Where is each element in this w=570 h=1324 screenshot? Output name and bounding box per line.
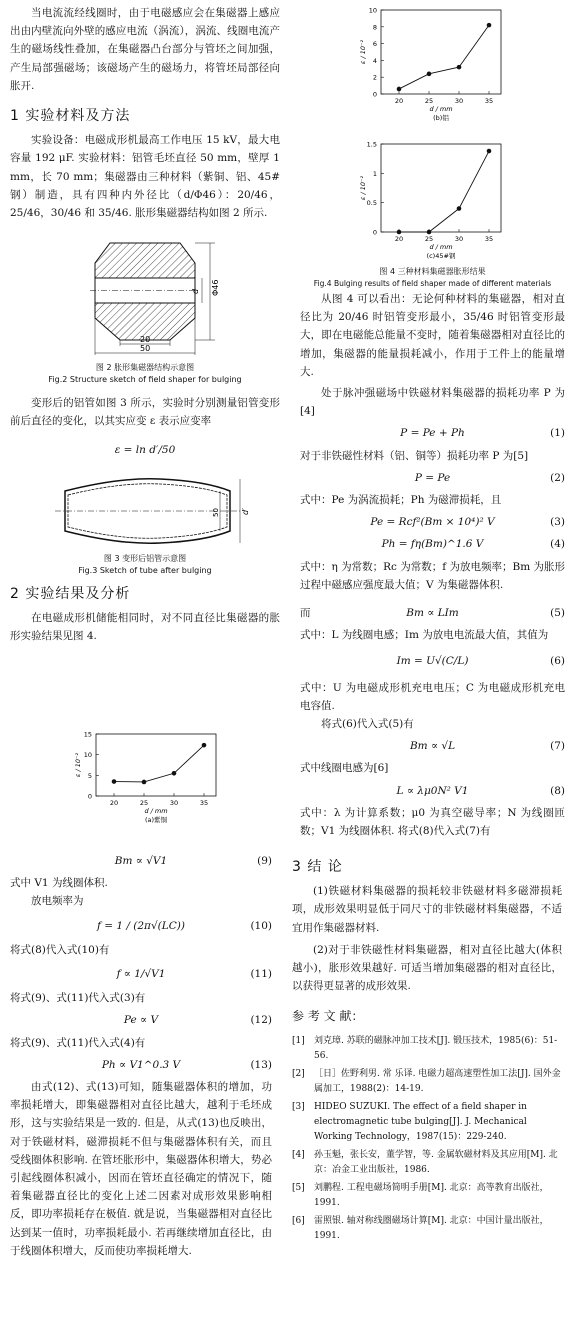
equation-2-text: P = Pe — [414, 471, 451, 484]
equation-7 — [300, 737, 565, 755]
y-axis-label: ε / 10⁻² — [359, 39, 367, 65]
x-tick-label: 25 — [139, 799, 149, 807]
equation-8-number: (8) — [550, 784, 565, 797]
equation-2 — [300, 469, 565, 487]
fig3-caption-en: Fig.3 Sketch of tube after bulging — [78, 565, 212, 575]
y-tick-label: 6 — [372, 40, 377, 49]
dim-50: 50 — [140, 344, 151, 354]
data-point — [202, 743, 207, 748]
y-tick-label: 10 — [368, 6, 377, 15]
chart-subtitle: (a)紫铜 — [144, 816, 168, 824]
paragraph-symbols-3: 式中：U 为电磁成形机充电电压；C 为电磁成形机充电电容值. — [300, 681, 565, 712]
paragraph-inductance: 式中线圈电感为[6] — [300, 762, 389, 775]
equation-12 — [10, 1011, 272, 1029]
equation-3-text: Pe = Rcf²(Bm × 10⁴)² V — [370, 516, 495, 529]
y-tick-label: 5 — [87, 771, 92, 780]
plot-frame — [381, 10, 501, 94]
x-axis-label: d / mm — [429, 105, 453, 113]
chart-b-aluminum — [335, 4, 515, 124]
paragraph-symbols-1: 式中：η 为常数；Rc 为常数；f 为放电频率；Bm 为胀形过程中磁感应强度最大值；V 为集磁器体积. — [300, 560, 565, 591]
tube-sketch — [10, 469, 280, 553]
references-title: 参 考 文 献： — [292, 1009, 364, 1024]
data-point — [397, 87, 402, 92]
data-point — [457, 65, 462, 70]
equation-6-text: Im = U√(C/L) — [396, 655, 469, 668]
figure-3 — [10, 469, 280, 553]
y-tick-label: 15 — [83, 730, 92, 739]
y-tick-label: 0 — [372, 90, 377, 99]
equation-13-number: (13) — [250, 1058, 272, 1071]
right-column — [300, 266, 565, 840]
equation-4-number: (4) — [550, 538, 565, 551]
y-tick-label: 4 — [372, 56, 377, 65]
reference-number: [2] — [292, 1068, 305, 1079]
dim-d-prime: d′ — [241, 507, 250, 515]
conclusion-2: (2)对于非铁磁性材料集磁器，相对直径比越大(体积越小)，胀形效果越好. 可适当增加集磁器的相对直径比，以获得更显著的成形效果. — [292, 943, 562, 993]
equation-11 — [10, 965, 272, 983]
fig2-caption-en: Fig.2 Structure sketch of field shaper for bulging — [48, 375, 242, 385]
equation-5-number: (5) — [550, 607, 565, 620]
equation-1-text: P = Pe + Ph — [400, 427, 465, 440]
dim-phi46: Φ46 — [211, 279, 220, 297]
y-tick-label: 10 — [83, 751, 92, 760]
equation-6 — [300, 652, 565, 670]
equation-4-text: Ph = fη(Bm)^1.6 V — [381, 538, 484, 551]
equation-2-number: (2) — [550, 471, 565, 484]
equation-4 — [300, 535, 565, 553]
x-tick-label: 20 — [394, 97, 404, 105]
equation-9 — [10, 852, 272, 870]
equation-13 — [10, 1056, 272, 1074]
data-point — [487, 149, 492, 154]
reference-item — [292, 1100, 562, 1145]
reference-number: [3] — [292, 1101, 305, 1112]
paragraph-discussion: 由式(12)、式(13)可知，随集磁器体积的增加，功率损耗增大，即集磁器相对直径比越大，越利于毛坯成形，这与实验结果是一致的. 但是，从式(13)也反映出，对于铁磁材料，磁滞损耗不但与集磁器体积有关，而且受线圈体积影响. 在管坯胀形中，集磁器体积增大，势必引起线圈体积减小，因而在管坯直径确定的情况下，随着集磁器直径比的变化上述二因素对成形效果影响相反，即功率损耗存在极值. 就是说，当集磁器相对直径比达到某一值时，功率损耗最小. 若再继续增加直径比，由于线圈体积增大，反而使功率损耗增大. — [10, 1081, 272, 1257]
equation-3 — [300, 513, 565, 531]
reference-list — [292, 1034, 562, 1244]
paragraph-substitute-to-3: 将式(9)、式(11)代入式(3)有 — [10, 992, 146, 1005]
bottom-right-column — [292, 852, 562, 1247]
chart-c-steel — [335, 138, 515, 262]
y-tick-label: 8 — [372, 23, 377, 32]
paragraph-substitute-6-5: 将式(6)代入式(5)有 — [321, 718, 414, 731]
y-axis-label: ε / 10⁻² — [359, 175, 367, 201]
y-tick-label: 1 — [372, 169, 377, 178]
equation-7-text: Bm ∝ √L — [409, 740, 456, 753]
equation-9-text: Bm ∝ √V1 — [114, 855, 168, 867]
reference-number: [6] — [292, 1215, 305, 1226]
equation-3-number: (3) — [550, 516, 565, 529]
paragraph-eddy: 式中：Pe 为涡流损耗；Ph 为磁滞损耗，且 — [300, 494, 502, 507]
conclusion-1: (1)铁磁材料集磁器的损耗较非铁磁材料多磁滞损耗项，成形效果明显低于同尺寸的非铁磁材料集磁器，不适宜用作集磁器材料. — [292, 885, 562, 934]
x-tick-label: 30 — [454, 97, 464, 105]
data-point — [457, 206, 462, 211]
fig4-caption-en: Fig.4 Bulging results of field shaper made of different materials — [313, 279, 552, 288]
x-tick-label: 35 — [199, 799, 209, 807]
reference-text: 刘鹏程. 工程电磁场简明手册[M]. 北京：高等教育出版社，1991. — [314, 1182, 549, 1208]
dim-d: d — [191, 289, 200, 295]
figure-2 — [10, 228, 280, 362]
paragraph-fig4-analysis: 从图 4 可以看出：无论何种材料的集磁器，相对直径比为 20/46 时铝管变形最小，35/46 时铝管变形最大，即在电磁能总能量不变时，随着集磁器相对直径比的增加，集磁器的能量损耗减小，作用于工件上的能量增大. — [300, 293, 565, 378]
paragraph-strain: 变形后的铝管如图 3 所示，实验时分别测量铝管变形前后直径的变化，以其实应变 ε 表示应变率 — [10, 397, 280, 428]
section-1-heading: 1 实验材料及方法 — [10, 108, 131, 125]
fig4-caption-cn: 图 4 三种材料集磁器胀形结果 — [379, 267, 486, 276]
reference-item — [292, 1034, 562, 1064]
equation-6-number: (6) — [550, 655, 565, 668]
x-tick-label: 25 — [424, 97, 434, 105]
series-line — [114, 745, 204, 782]
x-tick-label: 25 — [424, 235, 434, 243]
reference-item — [292, 1148, 562, 1178]
paragraph-coil-volume: 式中 V1 为线圈体积. — [10, 877, 108, 890]
x-axis-label: d / mm — [429, 243, 453, 251]
equation-8 — [300, 782, 565, 800]
reference-text: 雷照银. 轴对称线圈磁场计算[M]. 北京：中国计量出版社，1991. — [314, 1215, 549, 1241]
y-tick-label: 0 — [87, 792, 92, 801]
paragraph-substitute-8-10: 将式(8)代入式(10)有 — [10, 943, 110, 956]
data-point — [397, 230, 402, 235]
field-shaper-sketch — [10, 228, 280, 358]
chart-a-copper — [60, 728, 230, 826]
bottom-left-column — [10, 848, 272, 1260]
reference-text: ［日］佐野利男. 常 乐译. 电磁力超高速塑性加工法[J]. 国外金属加工，1988(2)：14-19. — [314, 1068, 561, 1094]
y-tick-label: 0 — [372, 228, 377, 237]
strain-equation-text: ε = ln d′/50 — [114, 443, 176, 456]
x-tick-label: 35 — [484, 235, 494, 243]
paragraph-substitute-to-4: 将式(9)、式(11)代入式(4)有 — [10, 1036, 146, 1049]
x-tick-label: 20 — [394, 235, 404, 243]
reference-item — [292, 1067, 562, 1097]
reference-text: HIDEO SUZUKI. The effect of a field shaper in electromagnetic tube bulging[J]. J. Mechanical Working Technology，1987(15)：229-240. — [314, 1101, 527, 1142]
chart-subtitle: (b)铝 — [433, 114, 449, 122]
reference-text: 孙玉魁，张长安，董学智，等. 金属软磁材料及其应用[M]. 北京：冶金工业出版社，1986. — [314, 1149, 558, 1175]
paragraph-results-intro: 在电磁成形机储能相同时，对不同直径比集磁器的胀形实验结果见图 4. — [10, 611, 280, 643]
paragraph-materials: 实验设备：电磁成形机最高工作电压 15 kV，最大电容量 192 μF. 实验材料：铝管毛坯直径 50 mm，壁厚 1 mm，长 70 mm；集磁器由三种材料（紫铜、铝、45# 钢）制造，具有四种内外径比（d/Φ46）：20/46，25/46，30/46 和 35/46. 胀形集磁器结构如图 2 所示. — [10, 134, 280, 220]
plot-frame — [381, 144, 501, 232]
paragraph-symbols-4: 式中：λ 为计算系数；μ0 为真空磁导率；N 为线圈匝数；V1 为线圈体积. 将式(8)代入式(7)有 — [300, 806, 565, 838]
paragraph-nonferro: 对于非铁磁性材料（铝、铜等）损耗功率 P 为[5] — [300, 449, 529, 462]
dim-20: 20 — [140, 335, 151, 345]
data-point — [172, 771, 177, 776]
x-tick-label: 30 — [169, 799, 179, 807]
y-axis-label: ε / 10⁻² — [74, 752, 82, 778]
equation-1-number: (1) — [550, 427, 565, 440]
x-tick-label: 30 — [454, 235, 464, 243]
data-point — [112, 779, 117, 784]
equation-7-number: (7) — [550, 740, 565, 753]
equation-8-text: L ∝ λμ0N² V1 — [396, 784, 469, 797]
chart-subtitle: (c)45#钢 — [426, 252, 456, 260]
equation-10 — [10, 917, 272, 935]
shaper-top-section — [95, 243, 195, 278]
section-2-heading: 2 实验结果及分析 — [10, 585, 131, 602]
equation-10-text: f = 1 / (2π√(LC)) — [97, 919, 185, 932]
series-line — [399, 25, 489, 89]
x-tick-label: 35 — [484, 97, 494, 105]
equation-11-number: (11) — [250, 968, 272, 981]
equation-12-text: Pe ∝ V — [123, 1014, 159, 1027]
strain-equation — [10, 435, 280, 465]
plot-frame — [96, 734, 216, 796]
y-tick-label: 0.5 — [366, 199, 377, 208]
fig3-caption-cn: 图 3 变形后铝管示意图 — [103, 553, 187, 563]
equation-10-number: (10) — [250, 919, 272, 932]
section-3-heading: 3 结 论 — [292, 859, 343, 875]
y-tick-label: 1.5 — [366, 140, 377, 149]
reference-number: [1] — [292, 1035, 305, 1046]
series-line — [399, 151, 489, 232]
data-point — [427, 72, 432, 77]
reference-item — [292, 1181, 562, 1211]
reference-number: [4] — [292, 1149, 305, 1160]
reference-number: [5] — [292, 1182, 305, 1193]
dim-50-tube: 50 — [212, 507, 220, 517]
y-tick-label: 2 — [372, 73, 377, 82]
equation-1 — [300, 424, 565, 442]
data-point — [427, 230, 432, 235]
reference-text: 刘克璋. 苏联的磁脉冲加工技术[J]. 锻压技术，1985(6)：51-56. — [314, 1035, 558, 1061]
x-axis-label: d / mm — [144, 807, 168, 815]
intro-paragraph: 当电流流经线圈时，由于电磁感应会在集磁器上感应出由内壁流向外壁的感应电流（涡流），涡流、线圈电流产生的磁场线性叠加，在集磁器凸台部分与管坯之间加强，产生局部强磁场；该磁场产生的磁场力，将管坯局部径向胀开. — [10, 7, 280, 92]
reference-item — [292, 1214, 562, 1244]
fig2-caption-cn: 图 2 胀形集磁器结构示意图 — [95, 363, 195, 373]
data-point — [487, 23, 492, 28]
data-point — [142, 780, 147, 785]
equation-11-text: f ∝ 1/√V1 — [116, 968, 166, 981]
equation-13-text: Ph ∝ V1^0.3 V — [101, 1058, 181, 1071]
equation-5-prefix: 而 — [300, 607, 311, 620]
equation-9-number: (9) — [257, 855, 272, 867]
paragraph-frequency: 放电频率为 — [31, 895, 84, 908]
left-column — [10, 4, 280, 645]
x-tick-label: 20 — [109, 799, 119, 807]
paragraph-symbols-2: 式中：L 为线圈电感；Im 为放电电流最大值，其值为 — [300, 629, 549, 642]
equation-5 — [300, 604, 565, 622]
equation-12-number: (12) — [250, 1014, 272, 1027]
equation-5-text: Bm ∝ LIm — [406, 607, 459, 620]
paragraph-loss-power: 处于脉冲强磁场中铁磁材料集磁器的损耗功率 P 为[4] — [300, 387, 565, 418]
